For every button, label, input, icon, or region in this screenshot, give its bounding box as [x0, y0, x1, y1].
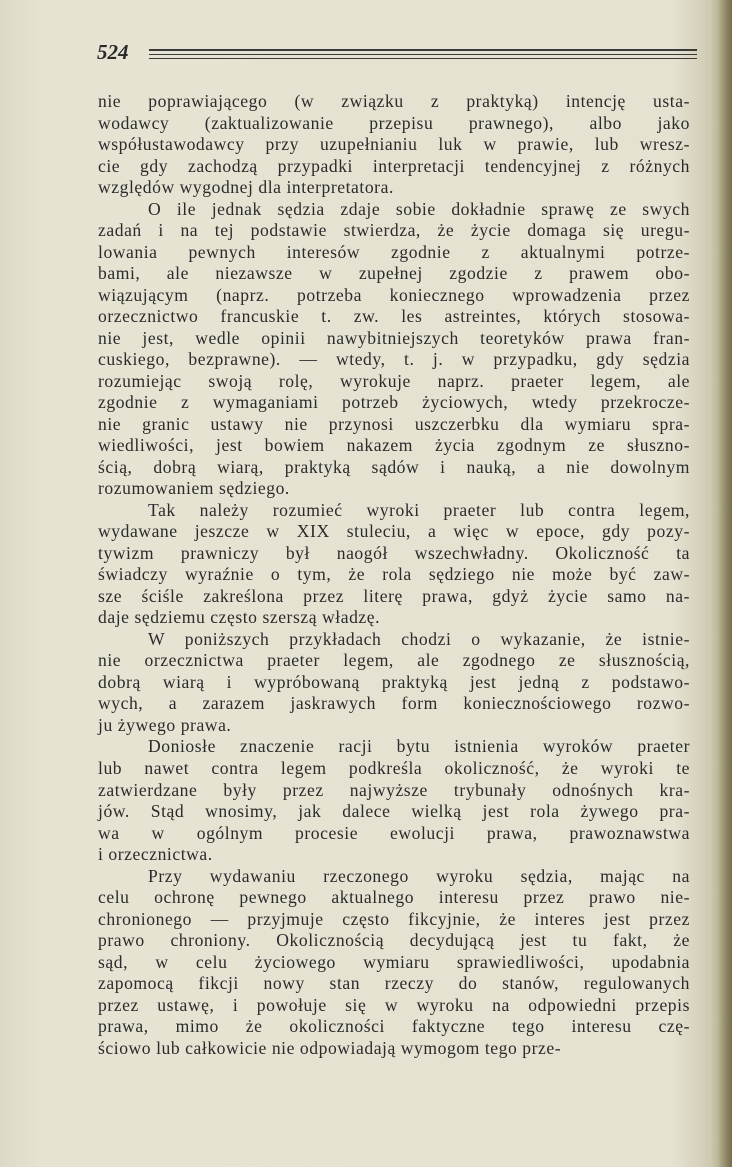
page-number: 524	[97, 40, 129, 64]
text-line: zatwierdzane były przez najwyższe trybunały odnośnych kra-	[98, 779, 690, 800]
page-header	[97, 40, 697, 70]
text-line: zapomocą fikcji nowy stan rzeczy do stanów, regulowanych	[98, 973, 690, 994]
text-line: sze ściśle zakreślona przez literę prawa, gdyż życie samo na-	[98, 585, 690, 606]
text-line: i orzecznictwa.	[98, 844, 213, 865]
text-line: nie granic ustawy nie przynosi uszczerbku dla wymiaru spra-	[98, 413, 690, 434]
text-line: rozumowaniem sędziego.	[98, 478, 290, 499]
text-line: ściowo lub całkowicie nie odpowiadają wymogom tego prze-	[98, 1037, 562, 1058]
paragraph	[98, 199, 690, 500]
body-text	[98, 91, 690, 1059]
text-line: O ile jednak sędzia zdaje sobie dokładnie sprawę ze swych	[148, 198, 690, 219]
text-line: zadań i na tej podstawie stwierdza, że życie domaga się uregu-	[98, 220, 690, 241]
text-line: sąd, w celu życiowego wymiaru sprawiedliwości, upodabnia	[98, 951, 690, 972]
text-line: celu ochronę pewnego aktualnego interesu przez prawo nie-	[98, 887, 690, 908]
text-line: ścią, dobrą wiarą, praktyką sądów i nauką, a nie dowolnym	[98, 456, 690, 477]
text-line: dobrą wiarą i wypróbowaną praktyką jest jedną z podstawo-	[98, 671, 690, 692]
text-line: tywizm prawniczy był naogół wszechwładny. Okoliczność ta	[98, 542, 690, 563]
text-line: Przy wydawaniu rzeczonego wyroku sędzia, mając na	[148, 865, 690, 886]
header-rule	[149, 49, 697, 51]
text-line: zgodnie z wymaganiami potrzeb życiowych, wtedy przekrocze-	[98, 392, 690, 413]
text-line: wych, a zarazem jaskrawych form koniecznościowego rozwo-	[98, 693, 690, 714]
text-line: wodawcy (zaktualizowanie przepisu prawnego), albo jako	[98, 112, 690, 133]
text-line: orzecznictwo francuskie t. zw. les astreintes, których stosowa-	[98, 306, 690, 327]
paragraph	[98, 91, 690, 199]
paragraph	[98, 866, 690, 1060]
text-line: daje sędziemu często szerszą władzę.	[98, 607, 381, 628]
header-rule	[149, 54, 697, 55]
paragraph	[98, 500, 690, 629]
text-line: jów. Stąd wnosimy, jak dalece wielką jest rola żywego pra-	[98, 801, 690, 822]
text-line: Doniosłe znaczenie racji bytu istnienia wyroków praeter	[148, 736, 690, 757]
text-line: cie gdy zachodzą przypadki interpretacji tendencyjnej z różnych	[98, 155, 690, 176]
text-line: współustawodawcy przy uzupełnianiu luk w prawie, lub wresz-	[98, 134, 690, 155]
text-line: cuskiego, bezprawne). — wtedy, t. j. w przypadku, gdy sędzia	[98, 349, 690, 370]
text-line: względów wygodnej dla interpretatora.	[98, 177, 394, 198]
text-line: Tak należy rozumieć wyroki praeter lub contra legem,	[148, 499, 690, 520]
text-line: chronionego — przyjmuje często fikcyjnie, że interes jest przez	[98, 908, 690, 929]
text-line: nie jest, wedle opinii nawybitniejszych teoretyków prawa fran-	[98, 327, 690, 348]
text-line: prawa, mimo że okoliczności faktyczne tego interesu czę-	[98, 1016, 690, 1037]
text-line: prawo chroniony. Okolicznością decydującą jest tu fakt, że	[98, 930, 690, 951]
text-line: wa w ogólnym procesie ewolucji prawa, prawoznawstwa	[98, 822, 690, 843]
text-line: nie poprawiającego (w związku z praktyką) intencję usta-	[98, 91, 690, 111]
text-line: przez ustawę, i powołuje się w wyroku na odpowiedni przepis	[98, 994, 690, 1015]
text-line: W poniższych przykładach chodzi o wykazanie, że istnie-	[148, 628, 690, 649]
text-line: lub nawet contra legem podkreśla okoliczność, że wyroki te	[98, 757, 690, 778]
text-line: wydawane jeszcze w XIX stuleciu, a więc w epoce, gdy pozy-	[98, 521, 690, 542]
text-line: bami, ale niezawsze w zupełnej zgodzie z prawem obo-	[98, 263, 690, 284]
text-line: wiązującym (naprz. potrzeba koniecznego wprowadzenia przez	[98, 284, 690, 305]
text-line: świadczy wyraźnie o tym, że rola sędziego nie może być zaw-	[98, 564, 690, 585]
text-line: lowania pewnych interesów zgodnie z aktualnymi potrze-	[98, 241, 690, 262]
header-rule	[149, 58, 697, 59]
text-line: wiedliwości, jest bowiem nakazem życia zgodnym ze słuszno-	[98, 435, 690, 456]
paragraph	[98, 736, 690, 865]
text-line: ju żywego prawa.	[98, 714, 232, 735]
text-line: nie orzecznictwa praeter legem, ale zgodnego ze słusznością,	[98, 650, 690, 671]
paragraph	[98, 629, 690, 737]
text-line: rozumiejąc swoją rolę, wyrokuje naprz. praeter legem, ale	[98, 370, 690, 391]
